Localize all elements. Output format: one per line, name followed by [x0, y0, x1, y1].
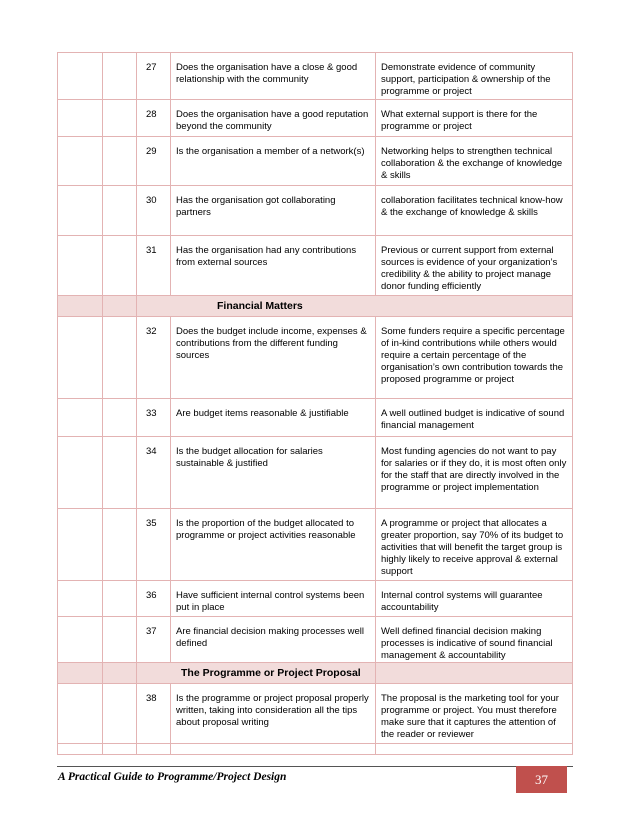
row-number: 31	[137, 236, 171, 295]
table-row	[57, 684, 573, 744]
footer-title: A Practical Guide to Programme/Project Design	[58, 771, 287, 783]
row-answer: Previous or current support from external sources is evidence of your organization’s credibility & the ability to project manage donor funding efficiently	[376, 236, 573, 295]
row-answer: The proposal is the marketing tool for your programme or project. You must therefore make sure that it captures the attention of the reader or reviewer	[376, 684, 573, 743]
section-title: The Programme or Project Proposal	[181, 667, 361, 679]
row-number: 34	[137, 437, 171, 508]
row-question: Is the programme or project proposal properly written, taking into consideration all the tips about proposal writing	[171, 684, 376, 743]
row-answer: A programme or project that allocates a greater proportion, say 70% of its budget to activities that will benefit the target group is highly likely to receive approval & external support	[376, 509, 573, 580]
row-number: 32	[137, 317, 171, 398]
row-question: Are financial decision making processes well defined	[171, 617, 376, 662]
row-number: 29	[137, 137, 171, 185]
row-question: Is the organisation a member of a network(s)	[171, 137, 376, 185]
row-answer: Internal control systems will guarantee accountability	[376, 581, 573, 616]
row-answer: Networking helps to strengthen technical collaboration & the exchange of knowledge & skills	[376, 137, 573, 185]
row-answer: Well defined financial decision making processes is indicative of sound financial management & accountability	[376, 617, 573, 662]
page-number: 37	[516, 766, 567, 793]
table-row	[57, 317, 573, 399]
table-row	[57, 617, 573, 663]
row-question: Are budget items reasonable & justifiable	[171, 399, 376, 436]
row-question: Is the proportion of the budget allocated to programme or project activities reasonable	[171, 509, 376, 580]
section-title: Financial Matters	[217, 300, 303, 312]
footer-divider	[57, 766, 573, 767]
row-answer: What external support is there for the programme or project	[376, 100, 573, 136]
table-row	[57, 100, 573, 137]
section-header-proposal	[57, 663, 573, 684]
row-number: 36	[137, 581, 171, 616]
row-number: 38	[137, 684, 171, 743]
checklist-table	[57, 52, 573, 755]
row-number: 27	[137, 53, 171, 99]
row-question: Is the budget allocation for salaries sustainable & justified	[171, 437, 376, 508]
row-answer: A well outlined budget is indicative of sound financial management	[376, 399, 573, 436]
row-number: 28	[137, 100, 171, 136]
row-question: Does the organisation have a good reputation beyond the community	[171, 100, 376, 136]
table-row	[57, 744, 573, 755]
row-answer: Demonstrate evidence of community support, participation & ownership of the programme or project	[376, 53, 573, 99]
row-number: 30	[137, 186, 171, 235]
row-question: Does the budget include income, expenses & contributions from the different funding sources	[171, 317, 376, 398]
row-answer: collaboration facilitates technical know-how & the exchange of knowledge & skills	[376, 186, 573, 235]
row-question: Has the organisation got collaborating partners	[171, 186, 376, 235]
row-answer: Most funding agencies do not want to pay for salaries or if they do, it is most often only for the staff that are directly involved in the programme or project implementation	[376, 437, 573, 508]
table-row	[57, 236, 573, 296]
table-row	[57, 437, 573, 509]
row-answer: Some funders require a specific percentage of in-kind contributions while others would require a certain percentage of the organisation’s own contribution towards the proposed programme or project	[376, 317, 573, 398]
row-number: 35	[137, 509, 171, 580]
row-number: 33	[137, 399, 171, 436]
row-question: Have sufficient internal control systems been put in place	[171, 581, 376, 616]
row-question: Does the organisation have a close & good relationship with the community	[171, 53, 376, 99]
row-question: Has the organisation had any contributions from external sources	[171, 236, 376, 295]
table-row	[57, 581, 573, 617]
table-row	[57, 186, 573, 236]
table-row	[57, 137, 573, 186]
table-row	[57, 509, 573, 581]
section-header-financial	[57, 296, 573, 317]
table-row	[57, 52, 573, 100]
table-row	[57, 399, 573, 437]
row-number: 37	[137, 617, 171, 662]
